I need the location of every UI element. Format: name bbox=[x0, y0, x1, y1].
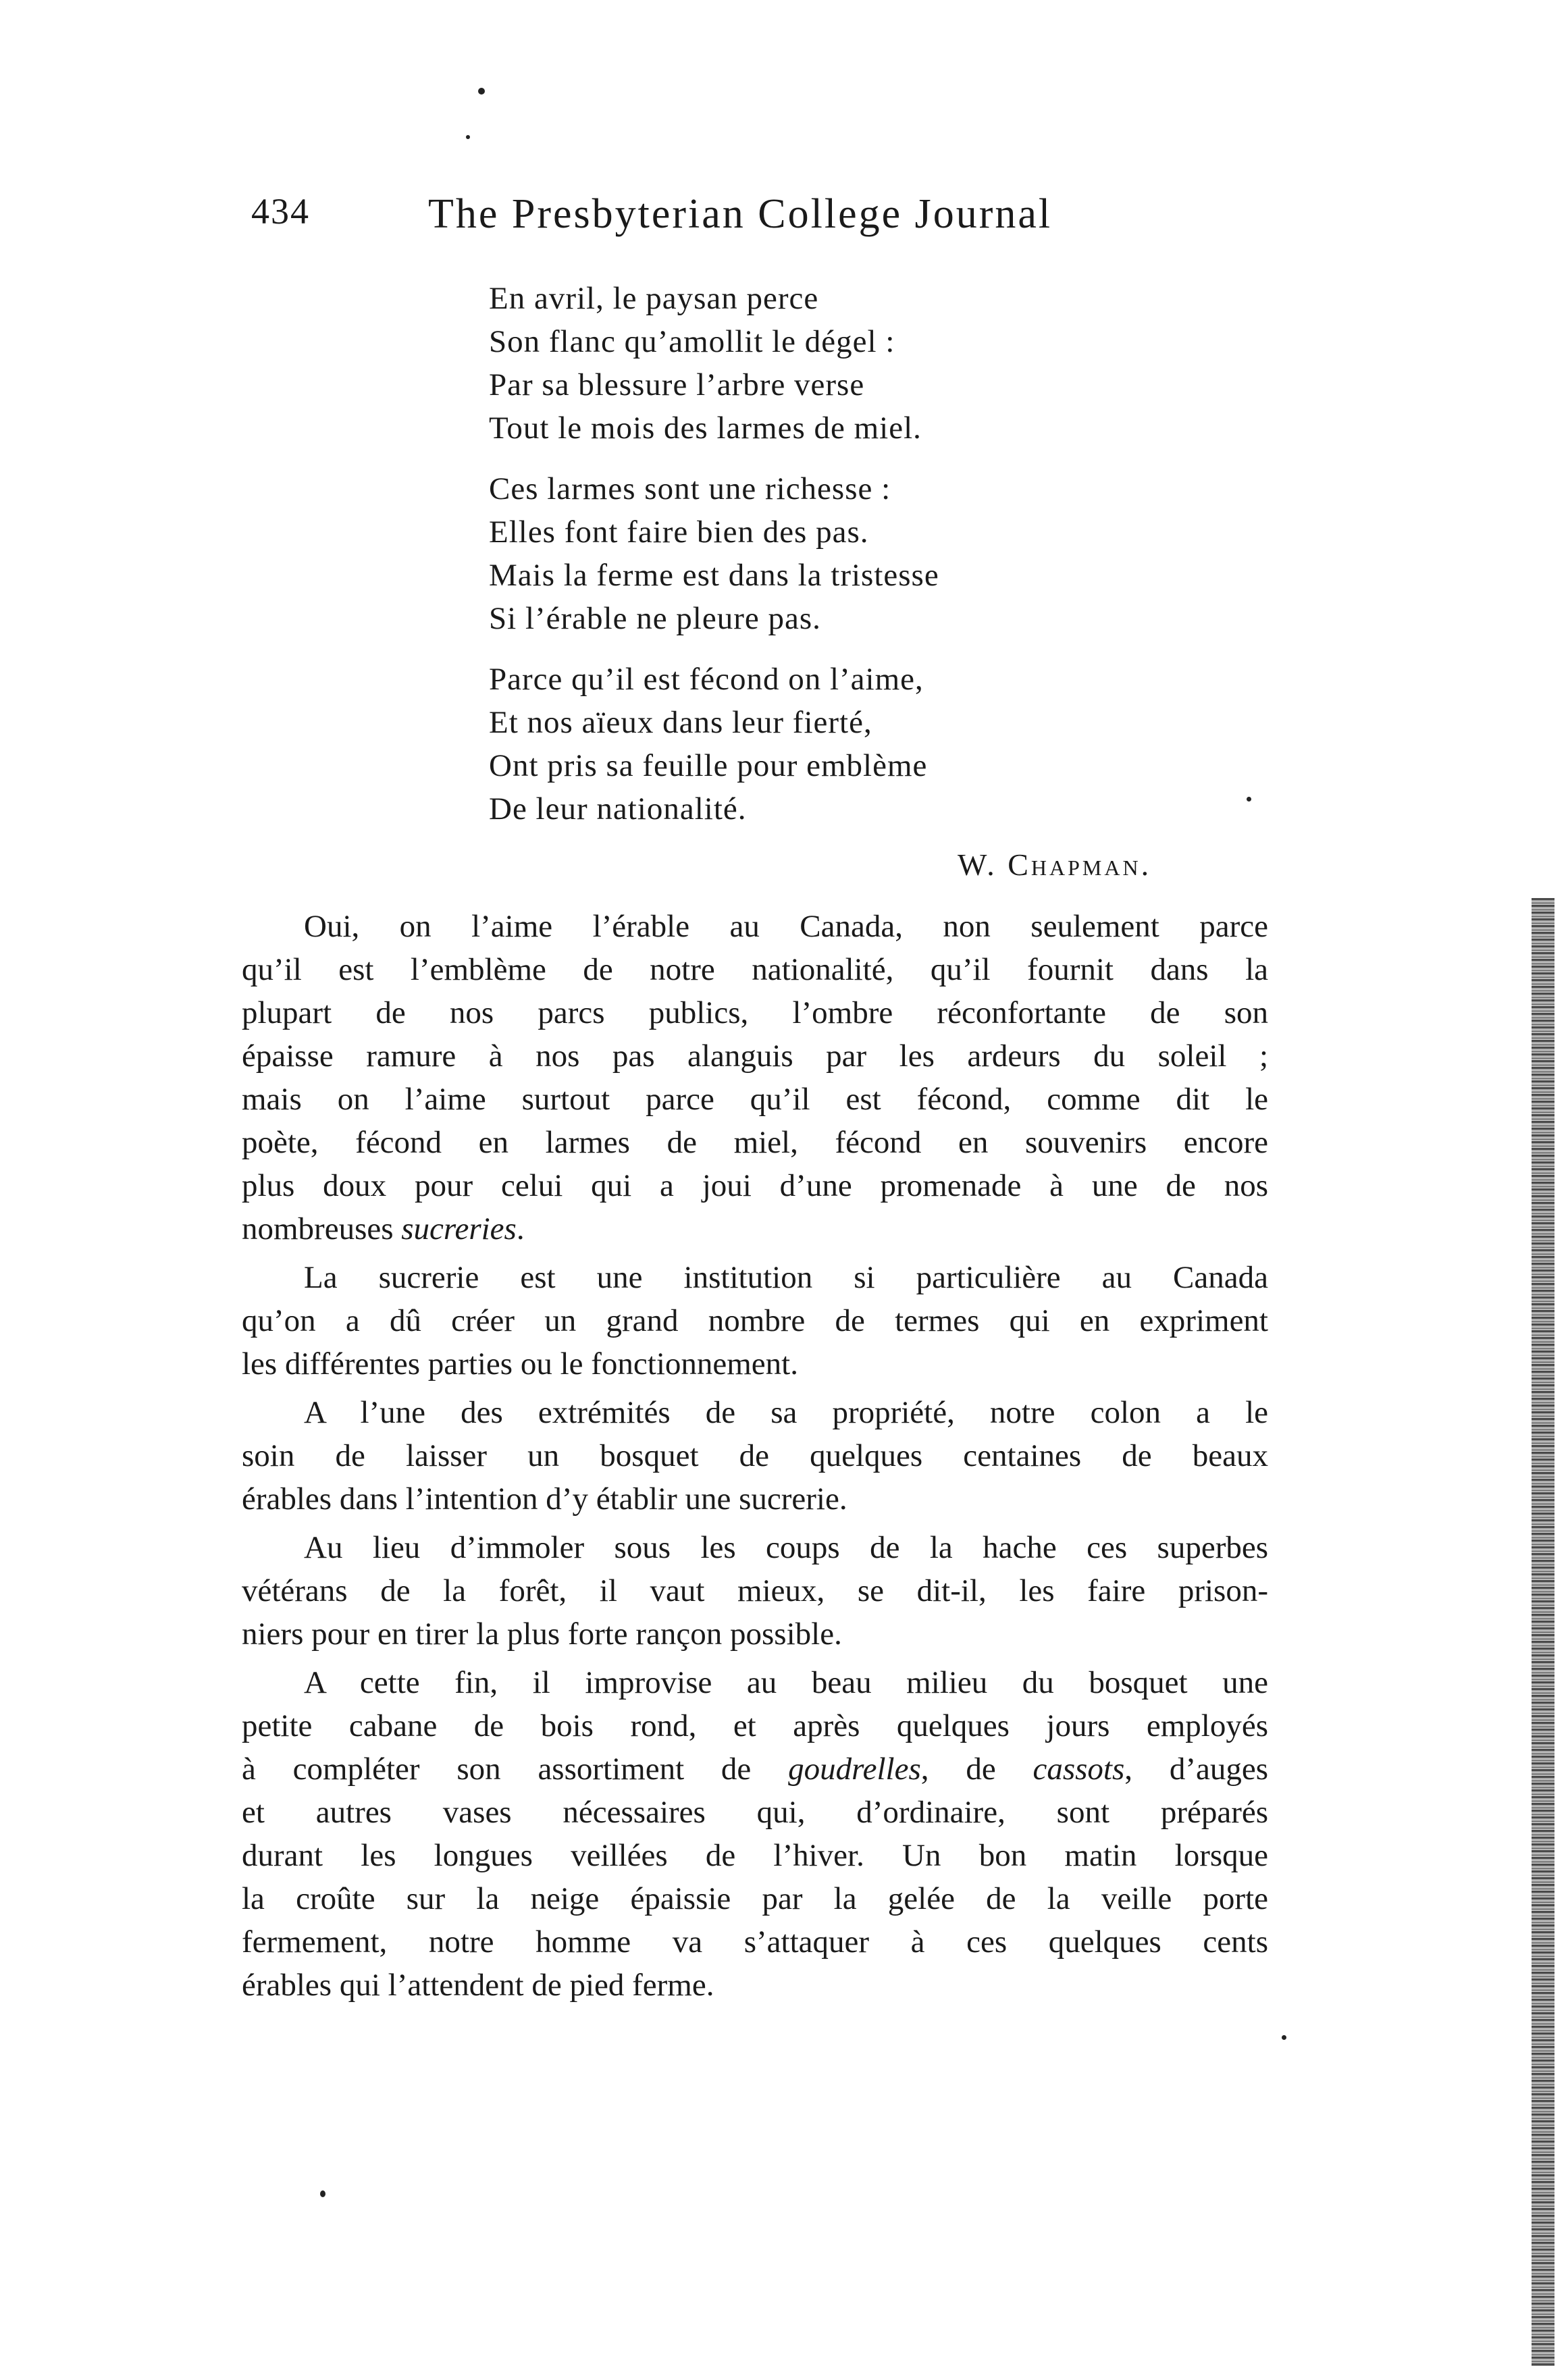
text-line: érables qui l’attendent de pied ferme. bbox=[242, 1968, 714, 2003]
text-line: la croûte sur la neige épaissie par la gelée de la veille porte bbox=[242, 1881, 1268, 1916]
page-number: 434 bbox=[251, 191, 310, 232]
scan-edge-strip bbox=[1532, 898, 1554, 2366]
poem-stanza bbox=[489, 658, 1286, 831]
poem-stanza bbox=[489, 277, 1286, 450]
verse-line: Tout le mois des larmes de miel. bbox=[489, 411, 922, 446]
paragraph bbox=[242, 1661, 1268, 2007]
verse-line: Si l’érable ne pleure pas. bbox=[489, 601, 821, 636]
italic-term: cassots bbox=[1033, 1752, 1125, 1787]
poem bbox=[489, 277, 1286, 848]
page-header bbox=[251, 190, 1143, 244]
text-line: plus doux pour celui qui a joui d’une promenade à une de nos bbox=[242, 1168, 1268, 1203]
text-line bbox=[242, 1207, 1268, 1251]
verse-line: Ont pris sa feuille pour emblème bbox=[489, 748, 928, 783]
verse-line: Ces larmes sont une richesse : bbox=[489, 471, 891, 506]
paragraph bbox=[242, 1256, 1268, 1386]
italic-term: goudrelles bbox=[788, 1752, 921, 1787]
text-line: soin de laisser un bosquet de quelques centaines de beaux bbox=[242, 1438, 1268, 1473]
text-line: qu’on a dû créer un grand nombre de termes qui en expriment bbox=[242, 1303, 1268, 1338]
poem-stanza bbox=[489, 467, 1286, 640]
text-line: épaisse ramure à nos pas alanguis par les ardeurs du soleil ; bbox=[242, 1039, 1268, 1074]
verse-line: Par sa blessure l’arbre verse bbox=[489, 367, 865, 402]
text-fragment: . bbox=[516, 1211, 525, 1246]
poem-attribution: W. Chapman. bbox=[958, 847, 1152, 882]
text-line: qu’il est l’emblème de notre nationalité, qu’il fournit dans la bbox=[242, 952, 1268, 987]
text-line: niers pour en tirer la plus forte rançon possible. bbox=[242, 1616, 842, 1652]
paragraph bbox=[242, 1391, 1268, 1521]
verse-line: Elles font faire bien des pas. bbox=[489, 515, 869, 550]
scan-speck bbox=[478, 88, 485, 95]
verse-line: De leur nationalité. bbox=[489, 791, 747, 826]
text-line: La sucrerie est une institution si particulière au Canada bbox=[304, 1260, 1268, 1295]
text-fragment: , d’auges bbox=[1124, 1752, 1268, 1787]
text-line bbox=[242, 1747, 1268, 1791]
text-line: les différentes parties ou le fonctionnement. bbox=[242, 1346, 798, 1382]
scan-speck bbox=[1247, 797, 1251, 801]
text-line: fermement, notre homme va s’attaquer à ces quelques cents bbox=[242, 1924, 1268, 1960]
text-fragment: , de bbox=[920, 1752, 1033, 1787]
text-line: vétérans de la forêt, il vaut mieux, se dit-il, les faire prison- bbox=[242, 1573, 1268, 1608]
text-line: durant les longues veillées de l’hiver. Un bon matin lorsque bbox=[242, 1838, 1268, 1873]
scan-speck bbox=[1282, 2035, 1286, 2040]
text-line: Oui, on l’aime l’érable au Canada, non seulement parce bbox=[304, 909, 1268, 944]
verse-line: Et nos aïeux dans leur fierté, bbox=[489, 705, 872, 740]
paragraph bbox=[242, 905, 1268, 1251]
scan-speck bbox=[466, 135, 470, 139]
body-text bbox=[242, 905, 1268, 2012]
text-line: mais on l’aime surtout parce qu’il est fécond, comme dit le bbox=[242, 1082, 1268, 1117]
text-fragment: à compléter son assortiment de bbox=[242, 1752, 789, 1787]
text-line: érables dans l’intention d’y établir une sucrerie. bbox=[242, 1481, 847, 1517]
verse-line: Mais la ferme est dans la tristesse bbox=[489, 558, 939, 593]
text-line: A cette fin, il improvise au beau milieu du bosquet une bbox=[304, 1665, 1268, 1700]
running-title: The Presbyterian College Journal bbox=[428, 191, 1053, 237]
paragraph bbox=[242, 1526, 1268, 1656]
italic-term: sucreries bbox=[401, 1211, 517, 1246]
text-line: Au lieu d’immoler sous les coups de la hache ces superbes bbox=[304, 1530, 1268, 1565]
text-line: plupart de nos parcs publics, l’ombre réconfortante de son bbox=[242, 995, 1268, 1030]
verse-line: Son flanc qu’amollit le dégel : bbox=[489, 324, 895, 359]
text-line: petite cabane de bois rond, et après quelques jours employés bbox=[242, 1708, 1268, 1743]
verse-line: Parce qu’il est fécond on l’aime, bbox=[489, 662, 924, 697]
scan-speck bbox=[320, 2190, 325, 2197]
text-line: poète, fécond en larmes de miel, fécond en souvenirs encore bbox=[242, 1125, 1268, 1160]
text-line: et autres vases nécessaires qui, d’ordinaire, sont préparés bbox=[242, 1795, 1268, 1830]
text-line: A l’une des extrémités de sa propriété, notre colon a le bbox=[304, 1395, 1268, 1430]
text-fragment: nombreuses bbox=[242, 1211, 402, 1246]
verse-line: En avril, le paysan perce bbox=[489, 281, 819, 316]
